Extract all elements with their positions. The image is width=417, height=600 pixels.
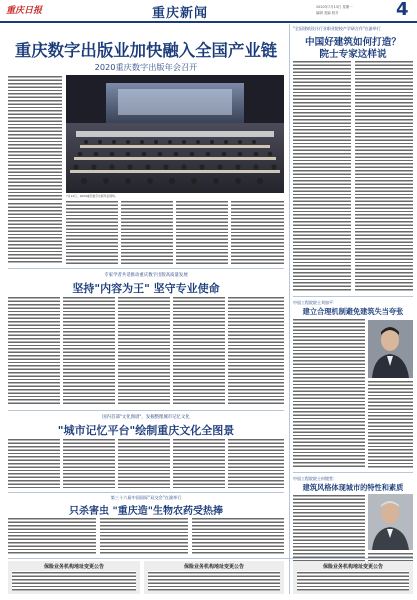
ad-body-1 [12,571,136,591]
lower-headline: "城市记忆平台"绘制重庆文化全图景 [57,424,235,437]
ad-box-1 [8,561,140,594]
interview-1-headline: 建立合理机制避免建筑失当夸张 [302,307,404,316]
ad-title-1: 保险业务机构地址变更公告 [43,564,104,570]
section-title: 重庆新闻 [152,6,209,21]
lower-rule [8,410,284,411]
bottom-body-3 [192,517,284,555]
interview-1-rule [293,296,413,297]
middle-body-3 [118,296,170,406]
bottom-body-1 [8,517,96,555]
conference-photo [66,75,284,193]
lead-body-col-1b [8,202,62,264]
interview-1-body-1 [293,318,365,468]
ad-body-2 [148,571,280,591]
portrait-he-photo [368,494,413,550]
interview-2-rule [293,472,413,473]
interview-2-kicker: 中国工程院院士何镜堂： [293,476,337,481]
lead-body-col-5 [231,200,284,264]
middle-rule [8,268,284,269]
date-line: 2020年7月13日 星期一 [316,5,353,9]
middle-kicker: 专家学者共话推动重庆数字出版高质量发展 [104,273,188,278]
ad-title-3: 保险业务机构地址变更公告 [322,564,383,570]
interview-1-kicker: 中国工程院院士刘加平： [293,300,337,305]
bottom-body-2 [100,517,188,555]
right-body-col-1 [293,60,351,292]
lower-kicker: 国内首部"文化图谱"，发掘整理城市记忆文化 [102,415,190,420]
photo-caption: 7月12日，2020重庆数字出版年会现场。 [66,194,118,198]
interview-1-body-2 [368,380,413,468]
bottom-rule [8,492,284,493]
middle-headline: 坚持"内容为王" 坚守专业使命 [72,282,220,295]
lead-body-col-2 [66,200,118,264]
interview-2-headline: 建筑风格体现城市的特性和素质 [302,483,404,492]
right-top-headline-1: 中国好建筑如何打造？ [305,37,401,48]
page-number: 4 [396,0,409,20]
middle-body-2 [63,296,115,406]
paper-name: 重庆日报 [6,6,43,16]
lower-body-2 [63,438,115,488]
conference-hall-image [66,75,284,193]
middle-body-1 [8,296,60,406]
ad-body-3 [297,571,409,591]
right-body-col-2 [355,60,413,292]
ads-rule [8,558,413,559]
portrait-liu-photo [368,320,413,378]
portrait-he-image [368,494,413,550]
masthead [0,0,417,23]
lead-body-col-1 [8,75,62,200]
ad-box-2 [144,561,284,594]
bottom-kicker: 第三十六届中国国际"双交会"在渝举行 [110,495,182,500]
middle-body-5 [228,296,284,406]
lower-body-5 [228,438,284,488]
lead-subheadline: 2020重庆数字出版年会召开 [94,62,198,72]
lower-body-1 [8,438,60,488]
lead-headline: 重庆数字出版业加快融入全国产业链 [14,41,278,60]
lead-body-col-4 [176,200,228,264]
middle-body-4 [173,296,225,406]
portrait-liu-image [368,320,413,378]
right-top-kicker: "全国建筑设计行业职业院校产学研合作"在渝举行 [293,26,381,31]
ad-title-2: 保险业务机构地址变更公告 [183,564,244,570]
lower-body-4 [173,438,225,488]
lower-body-3 [118,438,170,488]
ad-box-3 [293,561,413,594]
right-top-headline-2: 院士专家这样说 [319,49,387,60]
bottom-headline: 只杀害虫 "重庆造"生物农药受热捧 [69,506,223,517]
lead-body-col-3 [121,200,173,264]
editor-line: 编辑 美编 校对 [316,11,339,15]
column-divider [289,24,290,594]
